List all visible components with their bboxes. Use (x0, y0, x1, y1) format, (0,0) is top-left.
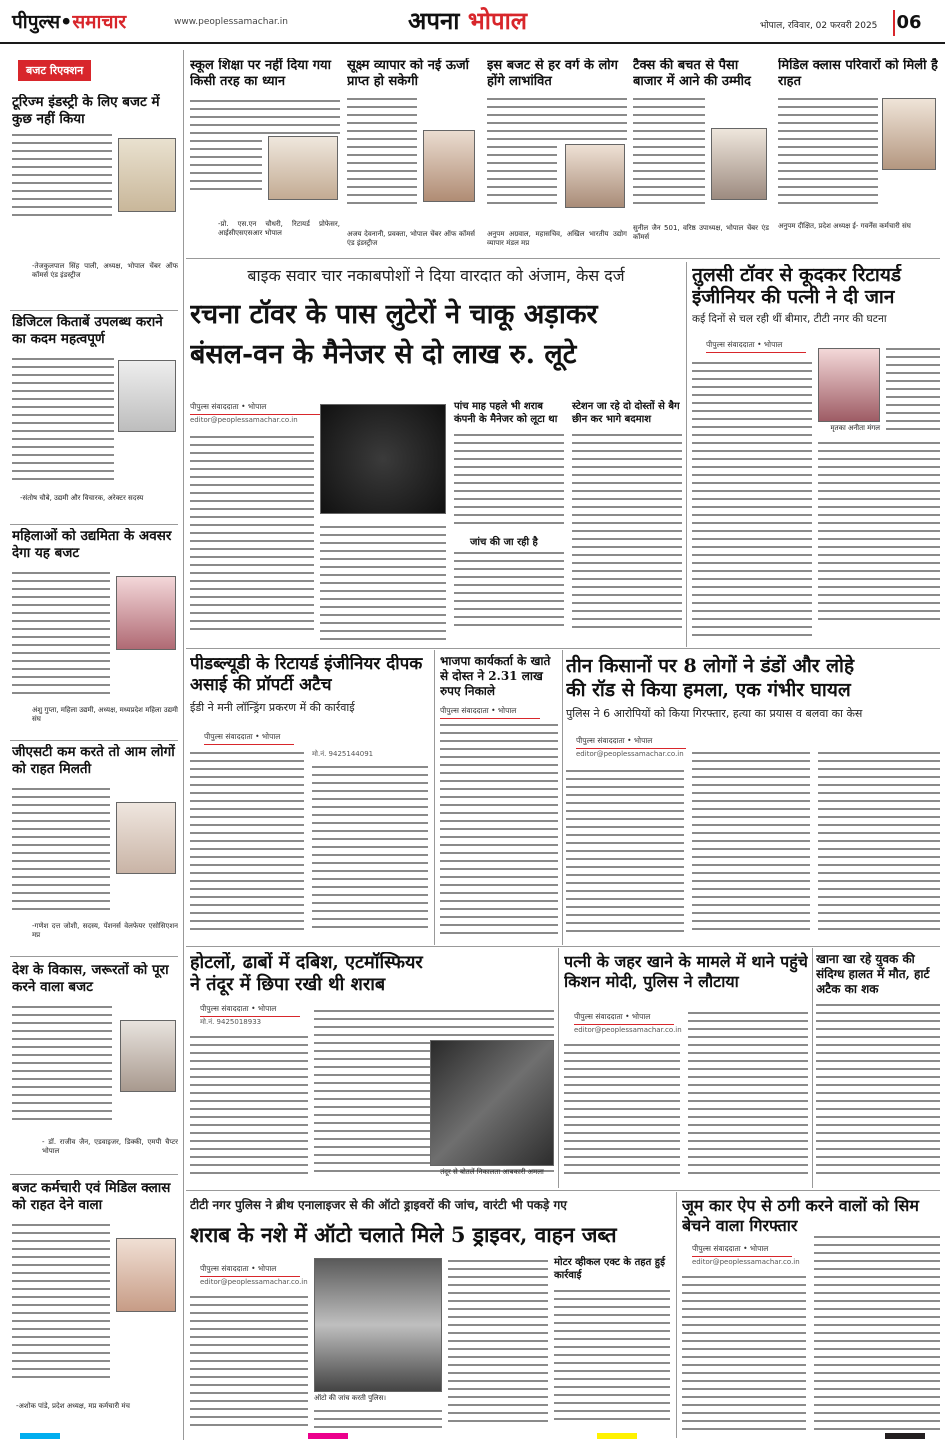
person-photo (423, 130, 475, 202)
page-number: 06 (893, 10, 923, 36)
reaction-headline: जीएसटी कम करते तो आम लोगों को राहत मिलती (12, 744, 175, 777)
reaction-headline: टूरिज्म इंडस्ट्री के लिए बजट में कुछ नहीं किया (12, 94, 160, 127)
bjp-story (440, 654, 558, 944)
top-strip-item (347, 58, 475, 258)
hotel-phone: मो.नं. 9425018933 (200, 1018, 262, 1026)
top-strip-item (190, 58, 340, 258)
farmers-story (566, 654, 940, 944)
top-strip-byline: -प्रो. एस.एन चौधरी, रिटायर्ड प्रोफेसर, आईसीएसएसआर भोपाल (218, 220, 340, 237)
reaction-byline: -गणेश दत्त जोशी, सदस्य, पेंशनर्स वेलफेयर एसोसिएशन मप्र (32, 922, 178, 939)
reaction-byline: -संतोष चौबे, उद्यमी और विचारक, अरेक्टर सदस्य (20, 494, 144, 502)
top-strip-item (487, 58, 627, 258)
person-photo (116, 802, 176, 874)
reaction-headline: देश के विकास, जरूरतों को पूरा करने वाला बजट (12, 962, 169, 995)
farmers-subhead: पुलिस ने 6 आरोपियों को किया गिरफ्तार, हत्या का प्रयास व बलवा का केस (566, 707, 863, 720)
drunk-headline: शराब के नशे में ऑटो चलाते मिले 5 ड्राइवर, वाहन जब्त (190, 1222, 617, 1247)
drunk-caption: ऑटो की जांच करती पुलिस। (314, 1394, 387, 1402)
pwd-byline: पीपुल्स संवाददाता • भोपाल (204, 732, 294, 745)
top-strip-byline: सुनील जैन 501, वरिष्ठ उपाध्यक्ष, भोपाल चेंबर एंड कॉमर्स (633, 224, 769, 241)
zoom-email[interactable]: editor@peoplessamachar.co.in (692, 1258, 800, 1266)
reaction-byline: -अशोक पांडे, प्रदेश अध्यक्ष, मप्र कर्मचारी मंच (16, 1402, 130, 1410)
person-photo (116, 576, 176, 650)
hotel-caption: तंदूर से बोतलें निकालता आबकारी अमला (440, 1168, 544, 1176)
police-photo (314, 1258, 442, 1392)
lead-sub-2: स्टेशन जा रहे दो दोस्तों से बैग छीन कर भागे बदमाश (572, 401, 680, 425)
bjp-byline: पीपुल्स संवाददाता • भोपाल (440, 706, 540, 719)
reaction-byline: -तेजकुलपाल सिंह पाली, अध्यक्ष, भोपाल चेंबर ऑफ कॉमर्स एंड इंडस्ट्रीज (32, 262, 178, 279)
drunk-byline: पीपुल्स संवाददाता • भोपाल (200, 1264, 300, 1277)
budget-reaction-label: बजट रिएक्शन (18, 60, 91, 81)
drunk-email[interactable]: editor@peoplessamachar.co.in (200, 1278, 308, 1286)
pwd-story (190, 654, 430, 944)
reaction-headline: डिजिटल किताबें उपलब्ध कराने का कदम महत्वपूर्ण (12, 314, 163, 347)
reaction-item (12, 314, 178, 524)
person-photo (118, 360, 176, 432)
person-photo (118, 138, 176, 212)
person-photo (268, 136, 338, 200)
reaction-headline: महिलाओं को उद्यमिता के अवसर देगा यह बजट (12, 528, 172, 561)
reaction-headline: बजट कर्मचारी एवं मिडिल क्लास को राहत देने वाला (12, 1180, 171, 1213)
knife-photo (320, 404, 446, 514)
victim-photo (818, 348, 880, 422)
person-photo (565, 144, 625, 208)
color-registration-bar (0, 1433, 945, 1441)
zoom-byline: पीपुल्स संवाददाता • भोपाल (692, 1244, 792, 1257)
poison-byline: पीपुल्स संवाददाता • भोपाल (574, 1012, 674, 1025)
lead-kicker: बाइक सवार चार नकाबपोशों ने दिया वारदात को अंजाम, केस दर्ज (247, 266, 625, 285)
farmers-headline-1: तीन किसानों पर 8 लोगों ने डंडों और लोहे (566, 655, 855, 677)
drunk-story (190, 1196, 670, 1438)
website-url[interactable]: www.peoplessamachar.in (174, 17, 288, 27)
farmers-byline: पीपुल्स संवाददाता • भोपाल (576, 736, 686, 749)
tulsi-caption: मृतका अनीता मंगल (830, 424, 880, 432)
hotel-byline: पीपुल्स संवाददाता • भोपाल (200, 1004, 300, 1017)
dateline: भोपाल, रविवार, 02 फरवरी 2025 (760, 21, 878, 31)
reaction-item (12, 744, 178, 954)
top-strip-headline: इस बजट से हर वर्ग के लोग होंगे लाभांवित (487, 58, 618, 89)
page-header (0, 0, 945, 44)
top-strip-byline: अजय देवनानी, प्रवक्ता, भोपाल चेंबर ऑफ कॉमर्स एंड इंडस्ट्रीज (347, 230, 475, 247)
reaction-byline: - डॉ. राजीव जैन, एडवाइजर, डिक्की, एमपी चैप्टर भोपाल (42, 1138, 178, 1155)
hotel-headline-1: होटलों, ढाबों में दबिश, एटमॉस्फियर (190, 952, 423, 973)
tulsi-story (692, 264, 940, 646)
farmers-email[interactable]: editor@peoplessamachar.co.in (576, 750, 684, 758)
youth-story (816, 952, 940, 1188)
hotel-headline-2: ने तंदूर में छिपा रखी थी शराब (190, 974, 386, 995)
top-strip-item (778, 58, 938, 258)
tulsi-subhead: कई दिनों से चल रही थीं बीमार, टीटी नगर की घटना (692, 313, 887, 325)
top-strip-headline: मिडिल क्लास परिवारों को मिली है राहत (778, 58, 938, 89)
masthead: पीपुल्स•समाचार (12, 11, 127, 33)
tulsi-byline: पीपुल्स संवाददाता • भोपाल (706, 340, 806, 353)
lead-byline: पीपुल्स संवाददाता • भोपाल (190, 402, 370, 415)
person-photo (116, 1238, 176, 1312)
lead-headline-2: बंसल-वन के मैनेजर से दो लाख रु. लूटे (190, 339, 577, 370)
reaction-item (12, 94, 178, 314)
person-photo (711, 128, 767, 200)
top-strip-byline: अनुपम अग्रवाल, महासचिव, अखिल भारतीय उद्योग व्यापार मंडल मप्र (487, 230, 627, 247)
poison-headline: पत्नी के जहर खाने के मामले में थाने पहुंचे किशन मोदी, पुलिस ने लौटाया (564, 952, 808, 991)
farmers-headline-2: की रॉड से किया हमला, एक गंभीर घायल (566, 679, 851, 701)
drunk-sub: मोटर व्हीकल एक्ट के तहत हुई कार्रवाई (554, 1257, 665, 1281)
top-strip-headline: स्कूल शिक्षा पर नहीं दिया गया किसी तरह का ध्यान (190, 58, 331, 89)
drunk-kicker: टीटी नगर पुलिस ने ब्रीथ एनालाइजर से की ऑटो ड्राइवरों की जांच, वारंटी भी पकड़े गए (190, 1198, 567, 1212)
section-title: अपना भोपाल (408, 6, 528, 35)
reaction-item (12, 528, 178, 740)
lead-story (190, 264, 682, 646)
top-strip-headline: टैक्स की बचत से पैसा बाजार में आने की उम्मीद (633, 58, 751, 89)
zoom-headline: जूम कार ऐप से ठगी करने वालों को सिम बेचने वाला गिरफ्तार (682, 1196, 919, 1235)
bjp-headline: भाजपा कार्यकर्ता के खाते से दोस्त ने 2.31 लाख रुपए निकाले (440, 654, 551, 698)
poison-story (564, 952, 808, 1188)
reaction-item (12, 962, 178, 1172)
poison-email[interactable]: editor@peoplessamachar.co.in (574, 1026, 682, 1034)
youth-headline: खाना खा रहे युवक की संदिग्ध हालत में मौत, हार्ट अटैक का शक (816, 952, 930, 996)
tulsi-headline: तुलसी टॉवर से कूदकर रिटायर्ड इंजीनियर की पत्नी ने दी जान (692, 264, 902, 308)
lead-headline-1: रचना टॉवर के पास लुटेरों ने चाकू अड़ाकर (190, 299, 598, 330)
pwd-phone: मो.नं. 9425144091 (312, 750, 374, 758)
lead-sub-3: जांच की जा रही है (470, 537, 538, 548)
zoom-story (682, 1196, 940, 1438)
lead-sub-1: पांच माह पहले भी शराब कंपनी के मैनेजर को लूटा था (454, 401, 558, 425)
column-rule (183, 50, 184, 1440)
lead-email[interactable]: editor@peoplessamachar.co.in (190, 416, 298, 424)
top-strip-byline: अनुपम दीक्षित, प्रदेश अध्यक्ष ई- गवर्नेंस कर्मचारी संघ (778, 222, 911, 230)
reaction-item (12, 1180, 178, 1438)
reaction-byline: अंशु गुप्ता, महिला उद्यमी, अध्यक्ष, मध्यप्रदेश महिला उद्यमी संघ (32, 706, 178, 723)
top-strip-headline: सूक्ष्म व्यापार को नई ऊर्जा प्राप्त हो सकेगी (347, 58, 470, 89)
tandoor-photo (430, 1040, 554, 1166)
pwd-headline: पीडब्ल्यूडी के रिटायर्ड इंजीनियर दीपक असाई की प्रॉपर्टी अटैच (190, 654, 423, 695)
person-photo (882, 98, 936, 170)
person-photo (120, 1020, 176, 1092)
top-strip-item (633, 58, 769, 258)
pwd-subhead: ईडी ने मनी लॉन्ड्रिंग प्रकरण में की कार्रवाई (190, 701, 355, 714)
